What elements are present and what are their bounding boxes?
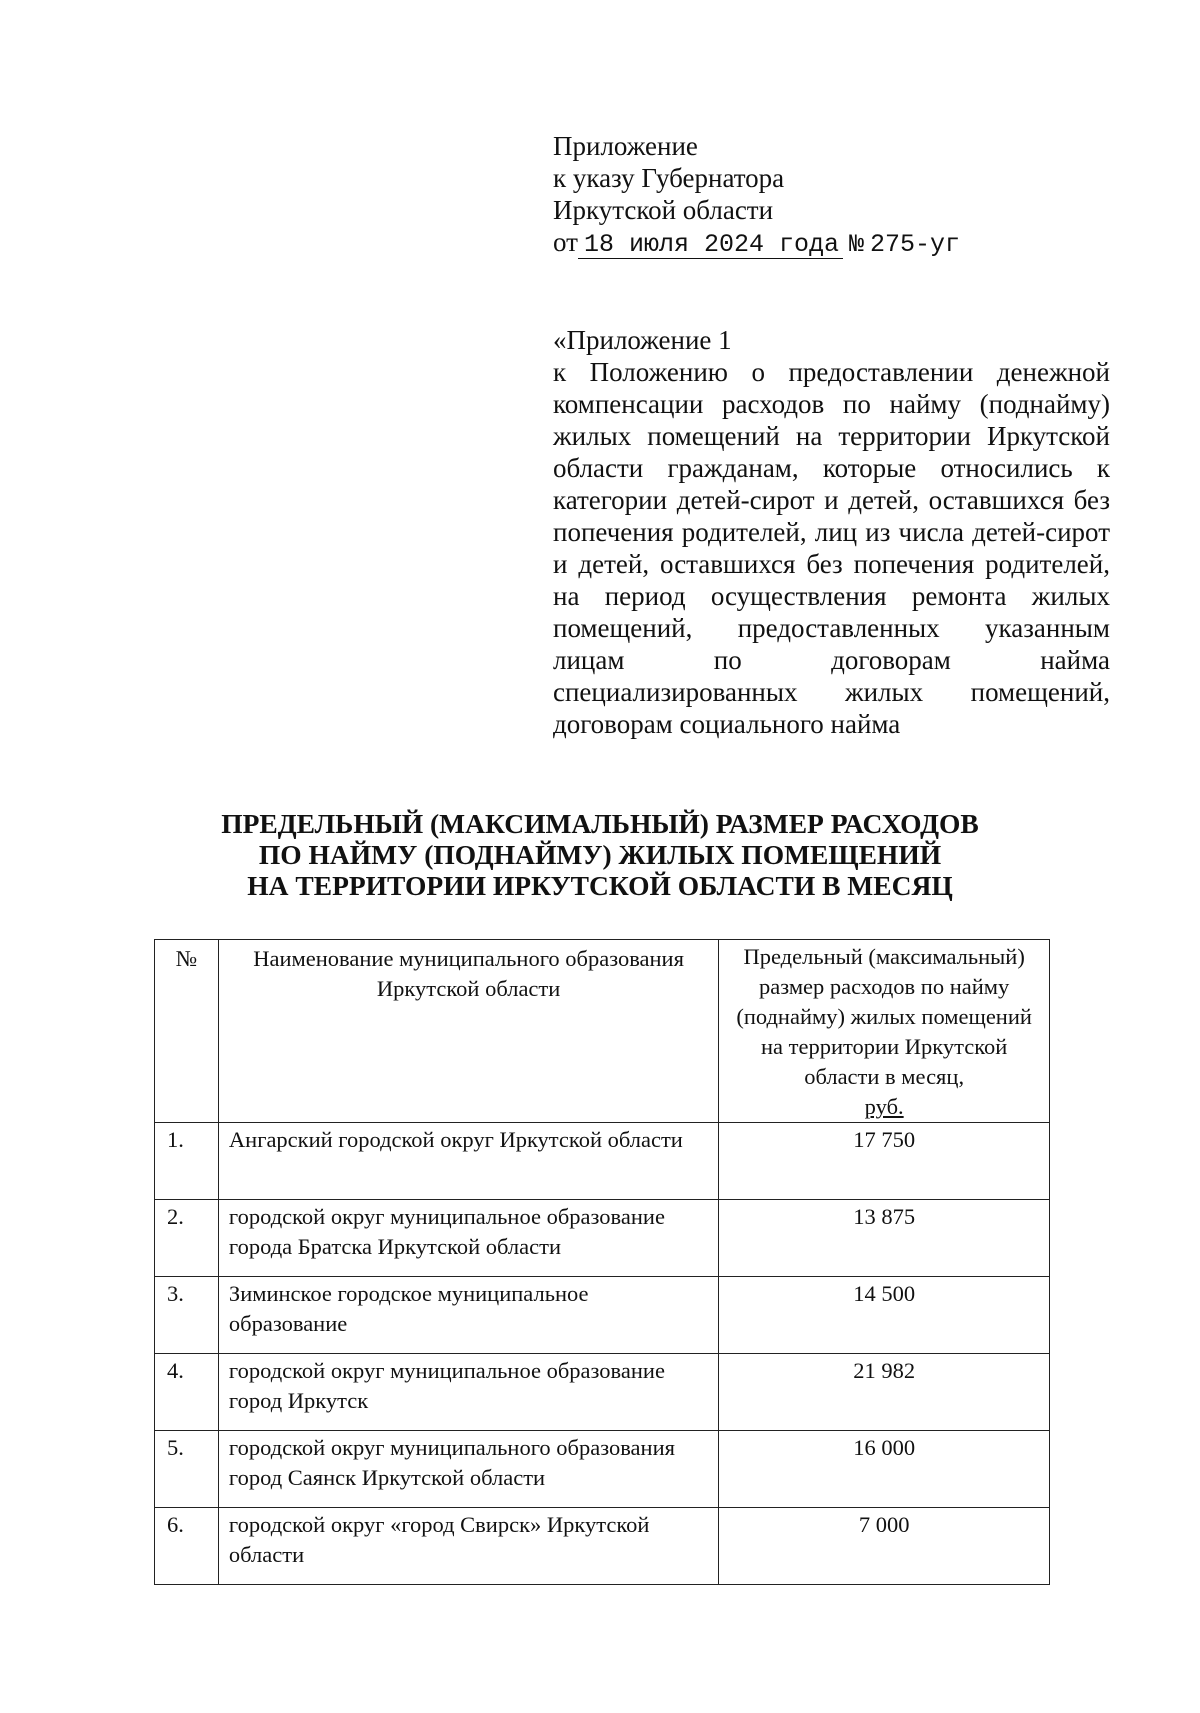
row-municipality: городской округ «город Свирск» Иркутской области [218,1508,718,1585]
row-number: 2. [155,1200,219,1277]
number-sign: № [849,230,865,259]
table-header-row [155,940,1050,1123]
row-amount: 14 500 [719,1277,1050,1354]
row-amount: 7 000 [719,1508,1050,1585]
order-number: 275-уг [870,230,961,259]
appendix-line-2: к указу Губернатора [553,163,785,193]
table-row [155,1277,1050,1354]
order-reference [553,226,1113,261]
appendix-header [553,130,1113,261]
table-row [155,1508,1050,1585]
row-municipality: городской округ муниципального образования город Саянск Иркутской области [218,1431,718,1508]
row-amount: 17 750 [719,1123,1050,1200]
title-line-2: ПО НАЙМУ (ПОДНАЙМУ) ЖИЛЫХ ПОМЕЩЕНИЙ [258,839,942,870]
header-max-amount [719,940,1050,1123]
table-row [155,1354,1050,1431]
title-line-1: ПРЕДЕЛЬНЫЙ (МАКСИМАЛЬНЫЙ) РАЗМЕР РАСХОДОВ [221,808,979,839]
header-max-amount-text: Предельный (максимальный) размер расходов по найму (поднайму) жилых помещений на территории Иркутской области в месяц, [736,944,1032,1089]
row-amount: 21 982 [719,1354,1050,1431]
appendix-line-3: Иркутской области [553,195,774,225]
table-row [155,1123,1050,1200]
row-amount: 16 000 [719,1431,1050,1508]
row-municipality: городской округ муниципальное образование города Братска Иркутской области [218,1200,718,1277]
table-row [155,1431,1050,1508]
header-number: № [155,940,219,1123]
row-number: 3. [155,1277,219,1354]
appendix-1-body: к Положению о предоставлении денежной компенсации расходов по найму (поднайму) жилых помещений на территории Иркутской области гражданам, которые относились к категории детей-сирот и детей, оставшихся без попечения родителей, лиц из числа детей-сирот и детей, оставшихся без попечения родителей, на период осуществления ремонта жилых помещений, предоставленных указанным лицам по договорам найма специализированных жилых помещений, договорам социального найма [553,357,1110,739]
row-number: 1. [155,1123,219,1200]
from-label: от [553,227,578,257]
row-number: 6. [155,1508,219,1585]
header-unit: руб. [864,1094,904,1119]
row-amount: 13 875 [719,1200,1050,1277]
appendix-1-block [553,324,1110,740]
document-title [100,808,1100,901]
appendix-1-title: «Приложение 1 [553,325,732,355]
row-number: 5. [155,1431,219,1508]
title-line-3: НА ТЕРРИТОРИИ ИРКУТСКОЙ ОБЛАСТИ В МЕСЯЦ [247,870,953,901]
row-municipality: Ангарский городской округ Иркутской области [218,1123,718,1200]
row-municipality: Зиминское городское муниципальное образование [218,1277,718,1354]
limits-table [154,939,1050,1585]
row-municipality: городской округ муниципальное образование город Иркутск [218,1354,718,1431]
row-number: 4. [155,1354,219,1431]
order-date: 18 июля 2024 года [578,232,843,259]
header-municipality: Наименование муниципального образования Иркутской области [218,940,718,1123]
appendix-line-1: Приложение [553,131,698,161]
table-row [155,1200,1050,1277]
